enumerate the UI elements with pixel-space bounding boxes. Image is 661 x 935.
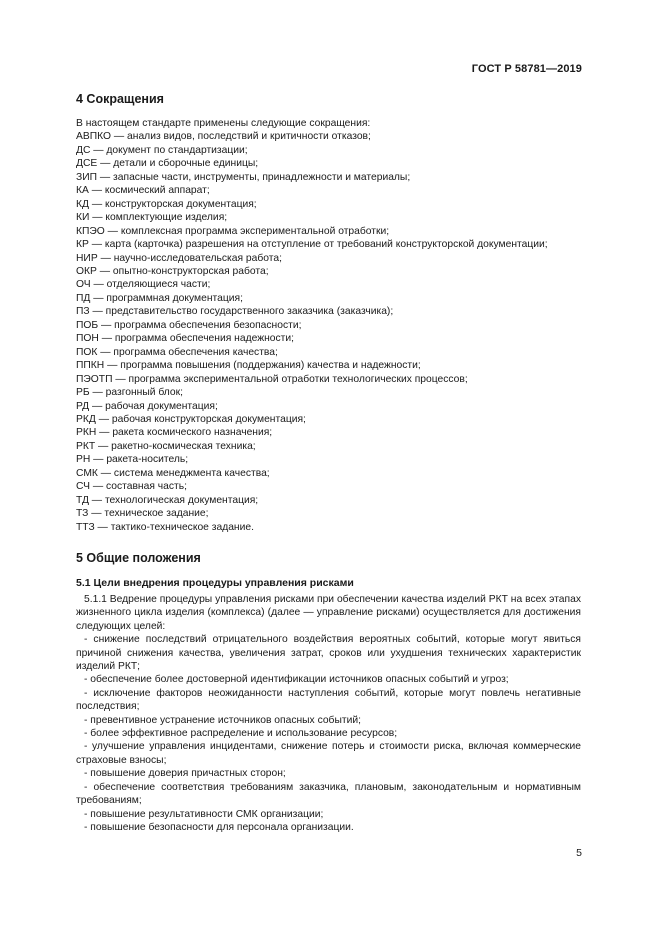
body-paragraph: 5.1.1 Ведрение процедуры управления рисками при обеспечении качества изделий РКТ на всех этапах жизненного цикла изделия (комплекса) (далее — управление рисками) осуществляется для достижения следующих целей: (76, 594, 581, 632)
abbreviation-item: РКН — ракета космического назначения; (76, 427, 273, 439)
goal-item: - повышение доверия причастных сторон; (84, 768, 286, 780)
abbreviation-item: КР — карта (карточка) разрешения на отступление от требований конструкторской документации; (76, 239, 548, 251)
abbreviation-item: ПД — программная документация; (76, 292, 243, 304)
abbreviation-item: КИ — комплектующие изделия; (76, 212, 228, 224)
abbreviation-item: РБ — разгонный блок; (76, 387, 183, 399)
abbreviation-item: СЧ — составная часть; (76, 481, 187, 493)
abbreviation-item: АВПКО — анализ видов, последствий и критичности отказов; (76, 131, 371, 143)
abbreviation-item: КПЭО — комплексная программа экспериментальной отработки; (76, 225, 390, 237)
abbreviation-item: РД — рабочая документация; (76, 400, 218, 412)
goal-item: - исключение факторов неожиданности наступления событий, которые могут повлечь негативные последствия; (76, 687, 581, 713)
abbreviation-item: ТТЗ — тактико-техническое задание. (76, 521, 254, 533)
abbreviation-item: ПЗ — представительство государственного заказчика (заказчика); (76, 306, 394, 318)
abbreviation-item: КА — космический аппарат; (76, 185, 210, 197)
abbreviation-item: КД — конструкторская документация; (76, 198, 257, 210)
section-5-body (76, 593, 581, 834)
abbreviation-item: ТД — технологическая документация; (76, 494, 259, 506)
section-5-heading: 5 Общие положения (76, 551, 201, 565)
abbreviation-item: РН — ракета-носитель; (76, 454, 189, 466)
abbreviation-item: НИР — научно-исследовательская работа; (76, 252, 282, 264)
abbreviation-item: ДСЕ — детали и сборочные единицы; (76, 158, 259, 170)
abbreviations-intro: В настоящем стандарте применены следующие сокращения: (76, 118, 371, 129)
abbreviation-item: РКТ — ракетно-космическая техника; (76, 440, 256, 452)
goal-item: - превентивное устранение источников опасных событий; (84, 714, 361, 726)
abbreviation-item: ДС — документ по стандартизации; (76, 144, 248, 156)
goal-item: - обеспечение соответствия требованиям заказчика, плановым, законодательным и нормативным требованиям; (76, 781, 581, 807)
page-number: 5 (576, 847, 582, 859)
abbreviation-item: ПЭОТП — программа экспериментальной отработки технологических процессов; (76, 373, 468, 385)
document-code: ГОСТ Р 58781—2019 (471, 63, 582, 75)
goal-item: - более эффективное распределение и использование ресурсов; (84, 728, 398, 740)
goal-item: - повышение результативности СМК организации; (84, 808, 324, 820)
abbreviation-item: ПОБ — программа обеспечения безопасности; (76, 319, 302, 331)
abbreviation-item: ЗИП — запасные части, инструменты, принадлежности и материалы; (76, 171, 411, 183)
abbreviation-item: РКД — рабочая конструкторская документация; (76, 413, 306, 425)
abbreviation-item: ОКР — опытно-конструкторская работа; (76, 265, 269, 277)
abbreviation-item: СМК — система менеджмента качества; (76, 467, 270, 479)
subsection-5-1-heading: 5.1 Цели внедрения процедуры управления рисками (76, 577, 354, 589)
section-4-heading: 4 Сокращения (76, 92, 164, 106)
abbreviation-item: ПОК — программа обеспечения качества; (76, 346, 278, 358)
goal-item: - повышение безопасности для персонала организации. (84, 821, 354, 833)
abbreviation-item: ПОН — программа обеспечения надежности; (76, 333, 294, 345)
goal-item: - обеспечение более достоверной идентификации источников опасных событий и угроз; (84, 674, 509, 686)
goal-item: - улучшение управления инцидентами, снижение потерь и стоимости риска, включая коммерческие страховые взносы; (76, 741, 581, 766)
goal-item: - снижение последствий отрицательного воздействия вероятных событий, которые могут явиться причиной снижения качества, увеличения затрат, сроков или ухудшения технических характеристик изделий РКТ; (76, 634, 581, 673)
abbreviation-item: ТЗ — техническое задание; (76, 508, 209, 520)
abbreviations-list (76, 117, 588, 534)
abbreviation-item: ОЧ — отделяющиеся части; (76, 279, 211, 291)
abbreviation-item: ППКН — программа повышения (поддержания) качества и надежности; (76, 360, 421, 372)
